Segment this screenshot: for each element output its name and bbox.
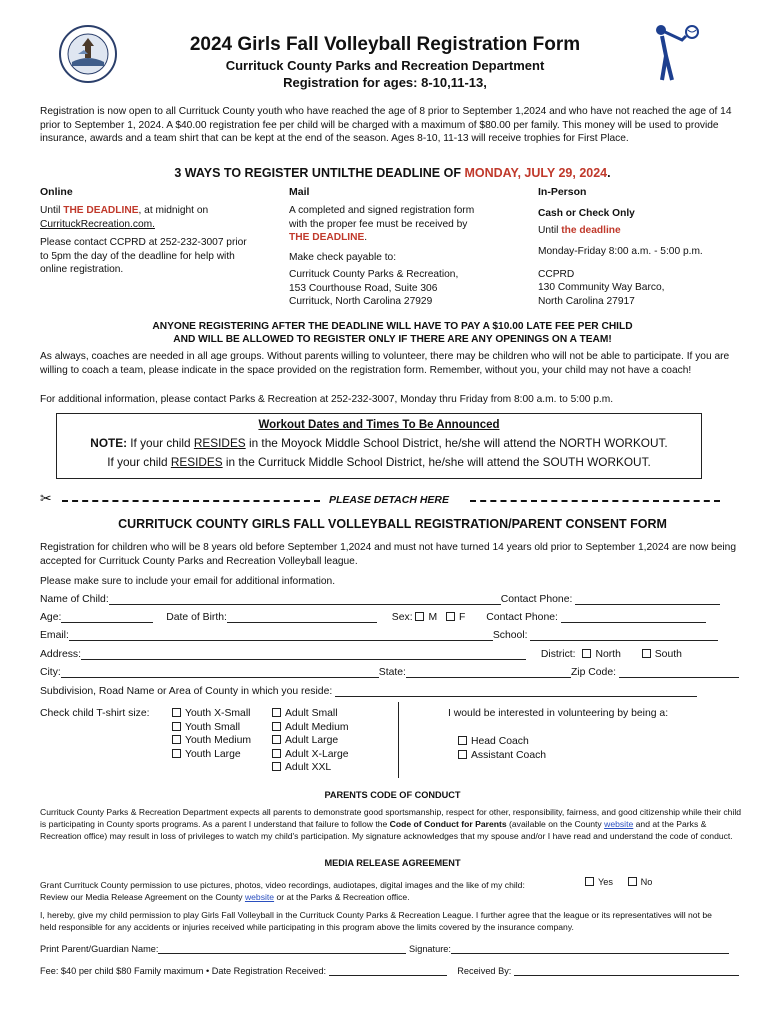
media-options: Yes No [585,877,652,887]
media-no-checkbox[interactable] [628,877,637,886]
workout-box [56,413,702,479]
signature-row: Print Parent/Guardian Name: Signature: [40,942,729,954]
email-note: Please make sure to include your email for additional information. [40,576,336,587]
detach-line-right [470,500,720,502]
media-website-link[interactable]: website [244,892,275,902]
size-option[interactable]: Adult X-Large [272,748,349,762]
detach-line-left [62,500,320,502]
dob-field[interactable] [227,611,377,623]
address-row: Address: District: North South [40,649,682,660]
head-coach-checkbox[interactable] [458,736,467,745]
youth-sizes [172,707,251,761]
name-row: Name of Child: Contact Phone: [40,593,720,605]
size-option[interactable]: Adult Large [272,734,349,748]
signature-field[interactable] [451,942,729,954]
conduct-title: PARENTS CODE OF CONDUCT [324,790,461,800]
size-option[interactable]: Youth Medium [172,734,251,748]
size-option[interactable]: Adult Medium [272,721,349,735]
volleyball-player-icon [652,22,700,84]
email-field[interactable] [69,629,493,641]
size-checkbox[interactable] [272,722,281,731]
size-option[interactable]: Youth Small [172,721,251,735]
sex-m-checkbox[interactable] [415,612,424,621]
scissors-icon: ✂ [40,490,52,506]
mail-section: A completed and signed registration form with the proper fee must be received by THE DEADLINE. Make check payable to: Currituck County Parks & Recreation, 153 Courthouse Road, Suite 306 Currituck, North Carolina 27929 [289,205,475,307]
age-row: Age: Date of Birth: Sex: M F Contact Phone: [40,611,706,623]
size-option[interactable]: Youth X-Small [172,707,251,721]
received-by-field[interactable] [514,964,739,976]
size-option[interactable]: Adult Small [272,707,349,721]
size-checkbox[interactable] [172,708,181,717]
size-checkbox[interactable] [272,708,281,717]
role-option[interactable]: Head Coach [458,735,546,749]
conduct-text: Currituck County Parks & Recreation Department expects all parents to demonstrate good sportsmanship, respect for other, responsibility, fairness, and good citizenship while their child is participating in County sports programs. As a parent I understand that failure to follow the Code of Conduct for Parents (available on the County website and at the Parks & Recreation office) may result in loss of privileges to watch my child's participation. My signature acknowledges that my spouse and/or I have read and understand the code of conduct. [40,807,742,841]
media-yes-checkbox[interactable] [585,877,594,886]
inperson-title: In-Person [538,186,587,198]
media-title: MEDIA RELEASE AGREEMENT [324,858,461,868]
contact-phone-2-field[interactable] [561,611,706,623]
waiver-text: I, hereby, give my child permission to play Girls Fall Volleyball in the Currituck County Parks & Recreation League. I further agree that the league or its representatives will not be held responsible for any accidents or injuries received while participating in this program above the limits covered by the insurance company. [40,910,712,932]
child-name-field[interactable] [109,593,501,605]
size-option[interactable]: Adult XXL [272,761,349,775]
tshirt-label: Check child T-shirt size: [40,708,150,719]
volunteer-label: I would be interested in volunteering by being a: [448,708,669,719]
department-name: Currituck County Parks and Recreation Department [225,58,545,73]
city-field[interactable] [61,666,379,678]
size-option[interactable]: Youth Large [172,748,251,762]
size-checkbox[interactable] [272,762,281,771]
inperson-section: Cash or Check Only Until the deadline Monday-Friday 8:00 a.m. - 5:00 p.m. CCPRD 130 Community Way Barco, North Carolina 27917 [538,208,703,307]
form-intro: Registration for children who will be 8 years old before September 1,2024 and must not have turned 14 years old prior to September 1,2024 are now being accepted for Currituck County Parks and Recreation Volleyball league. [40,542,736,567]
size-checkbox[interactable] [272,735,281,744]
contact-info: For additional information, please contact Parks & Recreation at 252-232-3007, Monday thru Friday from 8:00 a.m. to 5:00 p.m. [40,394,614,405]
late-fee-notice: ANYONE REGISTERING AFTER THE DEADLINE WILL HAVE TO PAY A $10.00 LATE FEE PER CHILD AND WILL BE ALLOWED TO REGISTER ONLY IF THERE ARE ANY OPENINGS ON A TEAM! [152,321,633,345]
workout-south: If your child RESIDES in the Currituck Middle School District, he/she will attend the SOUTH WORKOUT. [107,455,651,469]
detach-label: PLEASE DETACH HERE [329,494,449,506]
media-text: Grant Currituck County permission to use pictures, photos, video recordings, audiotapes, digital images and the like of my child: Review our Media Release Agreement on the County website or at the Parks & Recreation office. [40,880,525,902]
size-checkbox[interactable] [172,722,181,731]
online-link[interactable]: CurrituckRecreation.com. [40,218,155,230]
county-seal [58,24,118,84]
size-checkbox[interactable] [272,749,281,758]
form-title: CURRITUCK COUNTY GIRLS FALL VOLLEYBALL REGISTRATION/PARENT CONSENT FORM [118,517,667,531]
contact-phone-1-field[interactable] [575,593,720,605]
fee-row: Fee: $40 per child $80 Family maximum • Date Registration Received: Received By: [40,964,739,976]
online-title: Online [40,186,73,198]
mail-title: Mail [289,186,310,198]
size-checkbox[interactable] [172,735,181,744]
city-row: City: State: Zip Code: [40,666,739,678]
section-divider [398,702,399,778]
sex-f-checkbox[interactable] [446,612,455,621]
address-field[interactable] [81,648,526,660]
state-field[interactable] [406,666,571,678]
email-row: Email: School: [40,629,718,641]
subdivision-row: Subdivision, Road Name or Area of County in which you reside: [40,685,697,697]
workout-north: NOTE: If your child RESIDES in the Moyock Middle School District, he/she will attend the NORTH WORKOUT. [90,436,668,450]
adult-sizes [272,707,349,775]
ways-heading: 3 WAYS TO REGISTER UNTILTHE DEADLINE OF MONDAY, JULY 29, 2024. [174,166,611,180]
parent-name-field[interactable] [158,942,406,954]
online-section: Until THE DEADLINE, at midnight on CurrituckRecreation.com. Please contact CCPRD at 252-232-3007 prior to 5pm the day of the deadline for help with online registration. [40,205,247,275]
zip-field[interactable] [619,666,739,678]
workout-title: Workout Dates and Times To Be Announced [258,419,500,431]
assistant-coach-checkbox[interactable] [458,750,467,759]
school-field[interactable] [530,629,718,641]
volunteer-roles [458,735,546,762]
district-north-checkbox[interactable] [582,649,591,658]
conduct-website-link[interactable]: website [604,819,634,829]
district-south-checkbox[interactable] [642,649,651,658]
age-field[interactable] [61,611,153,623]
intro-paragraph: Registration is now open to all Currituck County youth who have reached the age of 8 prior to September 1,2024 and who have not reached the age of 14 prior to September 1, 2024. A $40.00 registration fee per child will be charged with a maximum of $80.00 per family. This money will be used to provide insurance, awards and a team shirt that can be kept at the end of the season. Ages 8-10, 11-13 will receive trophies for First Place. [40,106,732,144]
registration-ages: Registration for ages: 8-10,11-13, [283,75,487,90]
coaches-paragraph: As always, coaches are needed in all age groups. Without parents willing to volunteer, there may be children who will not be able to participate. If you are willing to coach a team, please indicate in the space provided on the registration form. Remember, without you, your child may not have a coach! [40,351,730,376]
date-received-field[interactable] [329,964,447,976]
page-title: 2024 Girls Fall Volleyball Registration Form [189,34,581,55]
subdivision-field[interactable] [335,685,697,697]
role-option[interactable]: Assistant Coach [458,749,546,763]
size-checkbox[interactable] [172,749,181,758]
